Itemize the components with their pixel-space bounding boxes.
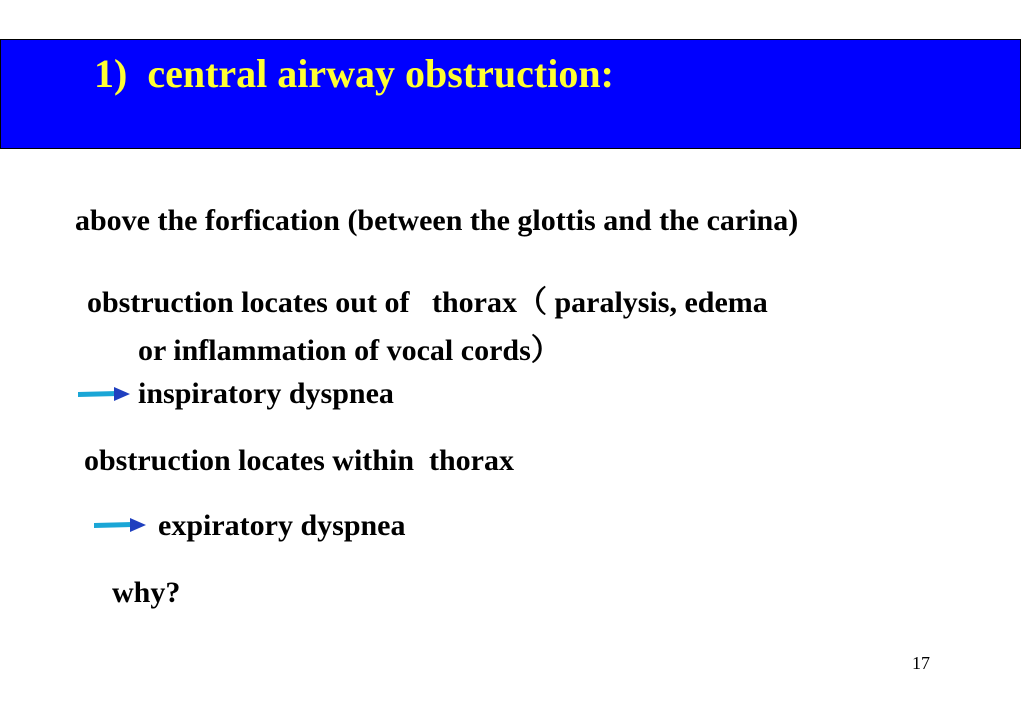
out-thorax-line-2: or inflammation of vocal cords） [138,334,561,367]
expiratory-dyspnea-text: expiratory dyspnea [158,509,406,542]
inspiratory-dyspnea-text: inspiratory dyspnea [138,377,394,410]
arrow-right-icon [78,387,130,401]
arrow-right-icon [94,518,146,532]
title-bar [0,39,1021,149]
page-number: 17 [912,653,930,673]
question-text: why? [112,576,181,609]
slide-title: 1) central airway obstruction: [94,51,614,96]
out-thorax-line-1: obstruction locates out of thorax（ paralysis, edema [87,286,768,319]
location-line: above the forfication (between the glottis and the carina) [75,204,799,237]
within-thorax-line: obstruction locates within thorax [84,444,514,477]
